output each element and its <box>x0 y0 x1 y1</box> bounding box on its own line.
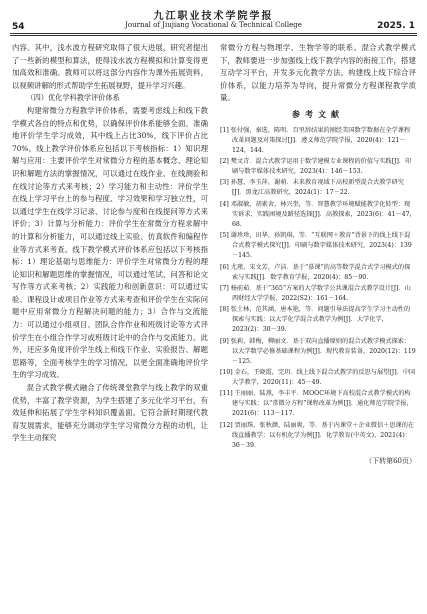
paragraph: 混合式教学模式融合了传统课堂教学与线上教学的双重优势，丰富了教学资源，为学生搭建了多元化学习平台，有效延伸和拓展了学生学科知识覆盖面。它符合新时期现代教育发展需求，能够充分调动学生学习常微分方程的动机，让学生主动探究 <box>12 383 208 443</box>
paragraph: 构建常微分方程教学评价体系，需要考虑线上和线下教学模式各自的特点和优势，以确保评价体系能够全面、准确地评价学生学习成效，其中线上占比30%，线下评价占比70%。线上教学评价体系应包括以下考核指标：1）知识理解与应用：主要评价学生对常微分方程的基本概念、理论知识和解题方法的掌握情况，可以通过在线作业、在线测验和在线讨论等方式来考核；2）学习能力和主动性：评价学生在线上学习平台上的参与程度、学习效果和学习独立性，可以通过学生在线学习记录、讨论参与度和在线提问等方式来评价；3）计算与分析能力：评价学生在常微分方程求解中的计算和分析能力，可以通过线上实验、仿真软件和编程作业等方式来考查。线下教学模式评价体系应包括以下考核指标：1）理论基础与思维能力：评价学生对常微分方程的理论知识和解题思维的掌握情况，可以通过笔试、问答和论文写作等方式来考核；2）实践能力和创新意识：可以通过实验、课程设计或项目作业等方式来考查和评价学生在实际问题中应用常微分方程解决问题的能力；3）合作与交流能力：可以通过小组项目、团队合作作业和班级讨论等方式评价学生在小组合作学习或班级讨论中的合作与交流能力。此外，还应多角度评价学生线上和线下作业、实验报告、解题思路等，全面考核学生的学习情况，以更全面准确地评价学生的学习成效。 <box>12 105 208 380</box>
header-rule-thin <box>10 35 417 36</box>
page-header <box>0 0 427 40</box>
left-column <box>12 42 208 445</box>
reference-item: [5] 谢珍珍，田华，孙凯琪，等．“互联网＋教育”背景下的线上线下混合式教学模式探究[J]．印刷与数字媒体技术研究，2023(4)：139－145. <box>220 232 412 260</box>
reference-item: [10] 金石，王晓霞，完玥．线上线下混合式教学的反思与展望[J]．中国大学教学，2020(11)：45－49. <box>220 369 416 387</box>
reference-item: [4] 邓淑敏，胡素舍，林兴奎，等．智慧教学环境赋能教学化转型：现实诉求、实践困境及路径选择[J]．高教探索，2023(6)：41－47，68. <box>220 200 416 228</box>
header-rule-thick <box>10 33 417 34</box>
reference-item: [7] 杨前茹．基于“365”方案的大学数学公共课混合式教学设计[J]．山西财经大学学报，2022(S2)：161－164. <box>220 284 411 302</box>
journal-title-cn: 九江职业技术学院学报 <box>153 11 274 22</box>
page-number: 54 <box>12 22 25 32</box>
reference-list <box>220 126 416 451</box>
reference-item: [3] 孙慧，李玉萍，谢萌．未来教育视域下高校新型混合式教学研究[J]．黑龙江高教研究，2024(1)：17－22. <box>220 179 404 197</box>
reference-item: [1] 张付强，秦选，陈明．百里辞结果的刚经美国数学数据在全学课程改革问题及对策探讨[J]．遵义师范学院学报，2020(4)：121－124，144. <box>220 126 411 154</box>
reference-item: [9] 张莉，韩梅，柳丽文．基于双向直播原则的混合式教学模式探索：以大学数学必修基础课程为例[J]．现代教育装备，2020(12)：119－125. <box>220 337 416 365</box>
paragraph: 常微分方程与物理学、生物学等的联系。混合式教学模式下，教师要进一步加强线上线下教学内容的衔接工作，搭建互动学习平台，开发多元化教学方法，构建线上线下综合评价体系，以能力培养为导向，提升常微分方程课程教学质量。 <box>220 43 416 103</box>
issue-label: 2025. 1 <box>377 21 415 31</box>
paragraph: 内容。其中，浅水波方程研究取得了很大进展，研究者提出了一些新的模型和算法，使得浅水波方程模拟和计算变得更加高效和准确。教师可以将这部分内容作为课外拓展资料，以视频讲解的形式帮助学生拓展视野，提升学习兴趣。 <box>12 43 208 90</box>
references-heading: 参考文献 <box>292 109 344 119</box>
reference-item: [11] 王丽丽，陆燕，李丰平．MOOC环境下高校混合式教学模式的构建与实践：以“常微分方程”课程改革为例[J]．通化师范学院学报，2021(6)：113－117. <box>220 390 413 418</box>
reference-item: [12] 贾丽珠，张秋颜，陆丽爽，等．基于内课堂＋企业微信＋思课的在线直播教学：以有机化学为例[J]．化学教育(中英文)，2021(4)：36－39. <box>220 421 415 449</box>
reference-item: [6] 尤瑾，宋文芳，卢洁．基于“慕课”的高等数学混合式学习模式的探索与实践[J]．数学教育学报，2020(4)：85－90. <box>220 263 411 281</box>
section-subheading: （四）优化学科教学评价体系 <box>26 93 120 103</box>
reference-item: [2] 樊文青．混合式教学运用于数学建模专业课程的价值与实践[J]．印刷与数字媒体技术研究，2023(4)：146－153. <box>220 157 412 175</box>
continued-note: （下转第60页） <box>365 456 416 465</box>
journal-title-en: Journal of Jiujiang Vocational & Technical College <box>125 21 302 29</box>
reference-item: [8] 张土林，范其涵，唐本艳，等．问题引导法提高学生学习主动性的探索与实践：以大学化学混合式教学为例[J]．大学化学，2023(2)：30－39. <box>220 306 411 334</box>
right-column <box>220 42 416 467</box>
